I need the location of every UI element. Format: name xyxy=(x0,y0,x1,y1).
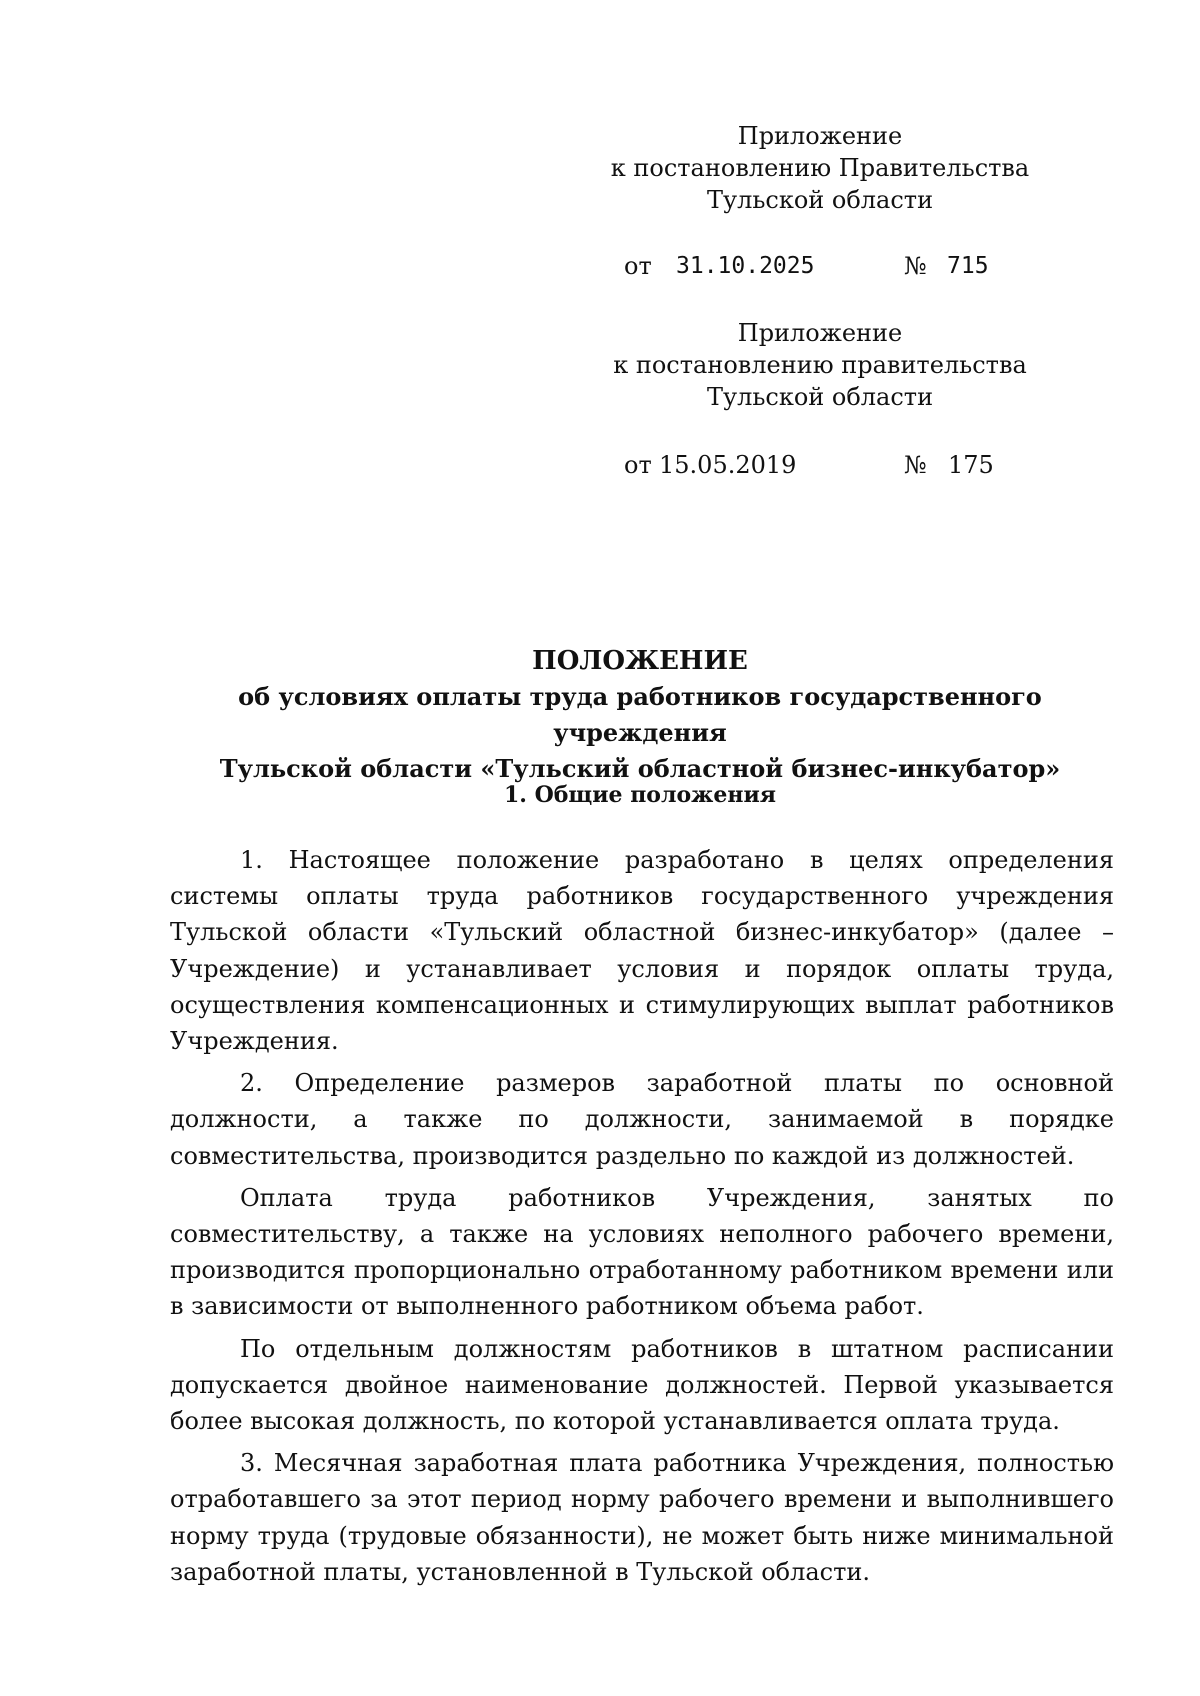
paragraph: По отдельным должностям работников в штатном расписании допускается двойное наименование должностей. Первой указывается более высокая должность, по которой устанавливается оплата труда. xyxy=(170,1334,1114,1436)
appendix-new-line2: к постановлению Правительства xyxy=(610,154,1030,182)
paragraph: 3. Месячная заработная плата работника Учреждения, полностью отработавшего за этот период норму рабочего времени и выполнившего норму труда (трудовые обязанности), не может быть ниже минимальной заработной платы, установленной в Тульской области. xyxy=(170,1449,1114,1586)
appendix-new-number: 715 xyxy=(947,253,989,279)
appendix-old-number: 175 xyxy=(948,451,994,479)
document-title-block xyxy=(150,643,1130,787)
appendix-new-number-label: № xyxy=(904,252,927,280)
appendix-old-line3: Тульской области xyxy=(706,383,934,411)
body-text xyxy=(170,842,1114,1596)
appendix-new-line3: Тульской области xyxy=(706,186,934,214)
document-subtitle-line1: об условиях оплаты труда работников государственного учреждения xyxy=(238,682,1042,747)
appendix-old-line1: Приложение xyxy=(737,319,903,347)
paragraph: Оплата труда работников Учреждения, занятых по совместительству, а также на условиях неполного рабочего времени, производится пропорционально отработанному работником времени или в зависимости от выполненного работником объема работ. xyxy=(170,1183,1114,1321)
paragraph: 1. Настоящее положение разработано в целях определения системы оплаты труда работников государственного учреждения Тульской области «Тульский областной бизнес-инкубатор» (далее – Учреждение) и устанавливает условия и порядок оплаты труда, осуществления компенсационных и стимулирующих выплат работников Учреждения. xyxy=(170,846,1114,1056)
appendix-old-date-label: от xyxy=(624,451,652,479)
appendix-old-header xyxy=(600,317,1040,413)
appendix-new-date-label: от xyxy=(624,252,652,280)
appendix-new-date: 31.10.2025 xyxy=(676,253,815,279)
document-title: ПОЛОЖЕНИЕ xyxy=(532,646,748,676)
section-heading: 1. Общие положения xyxy=(503,782,777,808)
appendix-new-line1: Приложение xyxy=(737,122,903,150)
appendix-new-header xyxy=(600,120,1040,216)
appendix-old-line2: к постановлению правительства xyxy=(613,351,1027,379)
document-subtitle-line2: Тульской области «Тульский областной бизнес-инкубатор» xyxy=(219,754,1061,783)
appendix-old-number-label: № xyxy=(904,451,927,479)
paragraph: 2. Определение размеров заработной платы по основной должности, а также по должности, занимаемой в порядке совместительства, производится раздельно по каждой из должностей. xyxy=(170,1069,1114,1170)
appendix-old-date: 15.05.2019 xyxy=(659,451,797,479)
